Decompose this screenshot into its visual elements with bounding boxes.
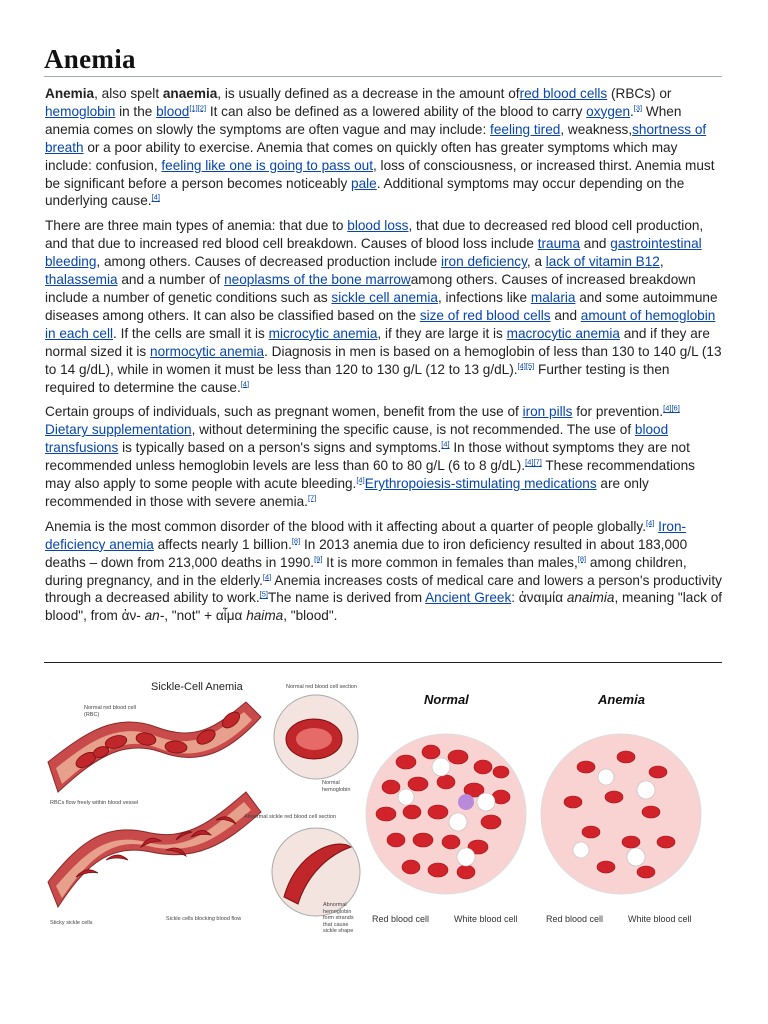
text-run: is typically based on a person's signs and symptoms. (118, 440, 442, 456)
title-divider (44, 76, 722, 77)
citation-link[interactable]: [4] (151, 192, 160, 202)
article-paragraph (45, 85, 723, 210)
text-run: or a poor ability to exercise. Anemia that comes on quickly often has greater symptoms which may include: confusion, (45, 139, 678, 173)
label-blocking: Sickle cells blocking blood flow (166, 916, 242, 922)
article-link[interactable]: pale (351, 175, 377, 191)
text-run: When anemia comes on slowly the symptoms are often vague and may include: (45, 103, 682, 137)
article-link[interactable]: malaria (530, 289, 576, 305)
article-link[interactable]: lack of vitamin B12 (545, 254, 660, 270)
article-link[interactable]: feeling like one is going to pass out (161, 157, 373, 173)
page-title: Anemia (44, 44, 136, 74)
article-link[interactable]: Ancient Greek (425, 590, 512, 606)
label-abnormal-section: Abnormal sickle red blood cell section (244, 814, 337, 820)
platelet (458, 794, 474, 810)
article-link[interactable]: normocytic anemia (150, 343, 265, 359)
text-run: and a number of (117, 272, 225, 288)
article-paragraph (45, 403, 723, 510)
article-link[interactable]: red blood cells (519, 86, 608, 101)
text-run: are only recommended in those with severe anemia. (45, 476, 649, 509)
citation-link[interactable]: [4] (441, 439, 450, 449)
text-run: In those without symptoms they are not recommended unless hemoglobin levels are less than 60 to 80 g/L (6 to 8 g/dL). (45, 440, 690, 474)
text-run: , infections like (437, 289, 531, 305)
sickle-cell-illustration (46, 672, 706, 942)
figure-sickle-title: Sickle-Cell Anemia (151, 681, 243, 693)
lower-blood-vessel (48, 792, 261, 907)
text-run: , "blood". (283, 608, 338, 624)
article-link[interactable]: hemoglobin (45, 103, 116, 119)
article-link[interactable]: feeling tired (490, 121, 561, 137)
anemia-panel-title: Anemia (598, 692, 645, 707)
article-paragraph (45, 217, 723, 396)
text-run: . (630, 103, 634, 119)
article-link[interactable]: blood transfusions (45, 422, 669, 456)
text-run: affects nearly 1 billion. (153, 536, 292, 552)
text-run: for prevention. (572, 404, 664, 420)
normal-red-label: Red blood cell (372, 914, 430, 924)
text-run: , also spelt (94, 86, 163, 101)
bold-term: Anemia (45, 86, 95, 101)
text-run: : ἀναιμία (511, 590, 567, 606)
citation-link[interactable]: [9] (314, 554, 323, 564)
text-run: . If the cells are small it is (113, 325, 269, 341)
text-run: , among others. Causes of decreased production include (96, 254, 441, 270)
article-link[interactable]: Dietary supplementation (45, 422, 192, 438)
text-run: and if they are normal sized it is (45, 325, 710, 359)
citation-link[interactable]: [4] (240, 378, 250, 388)
label-normal-hemoglobin: Normal hemoglobin (322, 780, 351, 793)
text-run: In 2013 anemia due to iron deficiency resulted in about 183,000 deaths – down from 213,000 deaths in 1990. (45, 536, 688, 570)
article-link[interactable]: blood loss (347, 218, 409, 234)
article-link[interactable]: Iron-deficiency anemia (45, 518, 687, 552)
citation-link[interactable]: [4][5] (517, 361, 535, 371)
text-run: , (659, 254, 664, 270)
section-divider (44, 662, 722, 663)
text-run: , if they are large it is (377, 325, 507, 341)
article-link[interactable]: iron pills (522, 404, 573, 420)
article-link[interactable]: neoplasms of the bone marrow (224, 272, 411, 288)
italic-term: haima (246, 608, 284, 624)
article-link[interactable]: iron deficiency (441, 254, 527, 270)
anemia-red-label: Red blood cell (546, 914, 604, 924)
article-link[interactable]: size of red blood cells (419, 307, 551, 323)
text-run: , weakness, (560, 121, 633, 137)
text-run: Anemia is the most common disorder of the blood with it affecting about a quarter of people globally. (45, 518, 646, 534)
text-run: . Diagnosis in men is based on a hemoglobin of less than 130 to 140 g/L (13 to 14 g/dL), while in women it must be less than 120 to 130 g/L (12 to 13 g/dL). (45, 343, 722, 377)
label-normal-rbc: Normal red blood cell (RBC) (84, 705, 136, 718)
text-run: among children, during pregnancy, and in the elderly. (45, 554, 687, 588)
text-run: , meaning "lack of blood", from ἀν- (45, 590, 723, 624)
text-run: among others. Causes of increased breakdown include a number of genetic conditions such as (45, 272, 696, 305)
citation-link[interactable]: [8] (291, 536, 301, 546)
text-run: and (550, 307, 581, 323)
text-run: , loss of consciousness, or increased thirst. Anemia must be significant before a person becomes noticeably (45, 157, 715, 191)
text-run: . Additional symptoms may occur depending on the underlying cause. (45, 175, 685, 209)
article-link[interactable]: gastrointestinal bleeding (45, 236, 702, 270)
citation-link[interactable]: [4] (356, 475, 365, 485)
text-run: It can also be defined as a lowered ability of the blood to carry (206, 103, 587, 119)
article-link[interactable]: amount of hemoglobin in each cell (45, 307, 716, 341)
normal-white-label: White blood cell (454, 914, 518, 924)
text-run: It is more common in females than males, (322, 554, 578, 570)
text-run: and (580, 236, 611, 252)
label-rbcs-flow: RBCs flow freely within blood vessel (50, 800, 139, 806)
article-link[interactable]: microcytic anemia (268, 325, 378, 341)
normal-panel-title: Normal (424, 692, 469, 707)
text-run: , a (526, 254, 546, 270)
text-run: , "not" + αἷμα (164, 608, 247, 624)
italic-term: an- (144, 608, 165, 624)
citation-link[interactable]: [7] (307, 493, 317, 503)
figure-anemia (46, 672, 706, 942)
article-link[interactable]: sickle cell anemia (331, 289, 438, 305)
article-body (45, 85, 723, 632)
article-paragraph (45, 518, 723, 625)
citation-link[interactable]: [4][7] (525, 457, 542, 467)
article-link[interactable]: thalassemia (45, 272, 118, 288)
citation-link[interactable]: [8] (577, 554, 587, 564)
text-run: Certain groups of individuals, such as pregnant women, benefit from the use of (45, 404, 523, 420)
label-normal-section: Normal red blood cell section (286, 684, 357, 690)
text-run: There are three main types of anemia: that due to (45, 218, 348, 234)
citation-link[interactable]: [3] (633, 103, 643, 113)
label-abnormal-hemoglobin: Abnormal hemoglobin form strands that cause sickle shape (323, 902, 354, 934)
citation-link[interactable]: [5] (259, 589, 268, 599)
article-link[interactable]: shortness of breath (45, 121, 707, 155)
anemia-white-label: White blood cell (628, 914, 692, 924)
text-run: (RBCs) or (607, 86, 672, 101)
text-run: , that due to decreased red blood cell production, and that due to increased red blood cell breakdown. Causes of blood loss include (45, 218, 704, 252)
bold-term: anaemia (162, 86, 218, 101)
label-sticky: Sticky sickle cells (50, 920, 93, 926)
article-link[interactable]: macrocytic anemia (506, 325, 620, 341)
italic-term: anaimia (566, 590, 615, 606)
article-link[interactable]: trauma (537, 236, 581, 252)
text-run: , is usually defined as a decrease in the amount of (217, 86, 520, 101)
text-run: and some autoimmune diseases among others. It can also be classified based on the (45, 289, 718, 323)
text-run: Anemia increases costs of medical care and lowers a person's productivity through a decreased ability to work. (45, 572, 722, 606)
text-run: in the (115, 103, 157, 119)
text-run: These recommendations may also apply to some people with acute bleeding. (45, 458, 695, 492)
citation-link[interactable]: [4][6] (663, 403, 680, 413)
article-link[interactable]: Erythropoiesis-stimulating medications (364, 476, 597, 492)
citation-link[interactable]: [4] (262, 572, 272, 582)
text-run: Further testing is then required to determine the cause. (45, 361, 670, 395)
text-run: , without determining the specific cause, is not recommended. The use of (191, 422, 635, 438)
article-link[interactable]: oxygen (586, 103, 631, 119)
article-link[interactable]: blood (156, 103, 190, 119)
citation-link[interactable]: [1][2] (189, 103, 207, 113)
text-run: The name is derived from (267, 590, 426, 606)
citation-link[interactable]: [4] (646, 518, 655, 528)
